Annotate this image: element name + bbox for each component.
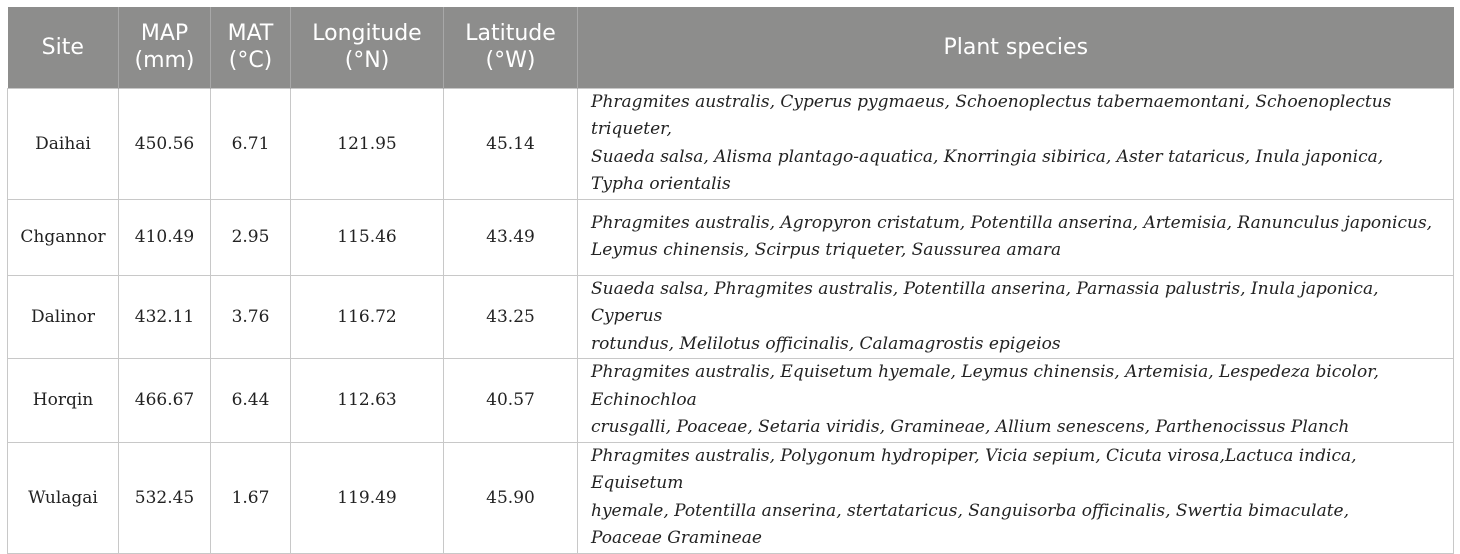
table-row (8, 199, 1454, 275)
header-mat: MAT (°C) (211, 7, 291, 88)
cell-longitude: 121.95 (291, 88, 444, 199)
cell-site: Wulagai (8, 442, 119, 553)
cell-longitude: 112.63 (291, 359, 444, 443)
cell-latitude: 43.49 (444, 199, 578, 275)
cell-mat: 6.44 (211, 359, 291, 443)
cell-map: 432.11 (119, 275, 211, 359)
cell-latitude: 43.25 (444, 275, 578, 359)
cell-mat: 2.95 (211, 199, 291, 275)
cell-map: 410.49 (119, 199, 211, 275)
header-map: MAP (mm) (119, 7, 211, 88)
header-latitude: Latitude (°W) (444, 7, 578, 88)
cell-site: Dalinor (8, 275, 119, 359)
cell-plant-species: Phragmites australis, Cyperus pygmaeus, Schoenoplectus tabernaemontani, Schoenoplectus triqueter, Suaeda salsa, Alisma plantago-aquatica, Knorringia sibirica, Aster tataricus, Inula japonica, Typha orientalis (578, 88, 1454, 199)
table-row (8, 275, 1454, 359)
cell-site: Daihai (8, 88, 119, 199)
cell-site: Chgannor (8, 199, 119, 275)
cell-latitude: 40.57 (444, 359, 578, 443)
cell-map: 466.67 (119, 359, 211, 443)
cell-mat: 6.71 (211, 88, 291, 199)
cell-mat: 3.76 (211, 275, 291, 359)
cell-site: Horqin (8, 359, 119, 443)
table-header (8, 7, 1454, 88)
header-site: Site (8, 7, 119, 88)
cell-plant-species: Phragmites australis, Agropyron cristatum, Potentilla anserina, Artemisia, Ranunculus japonicus, Leymus chinensis, Scirpus triqueter, Saussurea amara (578, 199, 1454, 275)
site-data-table (7, 7, 1454, 554)
table-row (8, 442, 1454, 553)
cell-plant-species: Phragmites australis, Polygonum hydropiper, Vicia sepium, Cicuta virosa,Lactuca indica, Equisetum hyemale, Potentilla anserina, stertataricus, Sanguisorba officinalis, Swertia bimaculate, Poaceae Gramineae (578, 442, 1454, 553)
cell-longitude: 116.72 (291, 275, 444, 359)
header-plant-species: Plant species (578, 7, 1454, 88)
cell-longitude: 115.46 (291, 199, 444, 275)
cell-plant-species: Phragmites australis, Equisetum hyemale, Leymus chinensis, Artemisia, Lespedeza bicolor, Echinochloa crusgalli, Poaceae, Setaria viridis, Gramineae, Allium senescens, Parthenocissus Planch (578, 359, 1454, 443)
table-row (8, 88, 1454, 199)
table-body (8, 88, 1454, 553)
header-row (8, 7, 1454, 88)
cell-longitude: 119.49 (291, 442, 444, 553)
cell-plant-species: Suaeda salsa, Phragmites australis, Potentilla anserina, Parnassia palustris, Inula japonica, Cyperus rotundus, Melilotus officinalis, Calamagrostis epigeios (578, 275, 1454, 359)
header-longitude: Longitude (°N) (291, 7, 444, 88)
cell-mat: 1.67 (211, 442, 291, 553)
cell-latitude: 45.14 (444, 88, 578, 199)
table-row (8, 359, 1454, 443)
cell-map: 532.45 (119, 442, 211, 553)
cell-map: 450.56 (119, 88, 211, 199)
cell-latitude: 45.90 (444, 442, 578, 553)
